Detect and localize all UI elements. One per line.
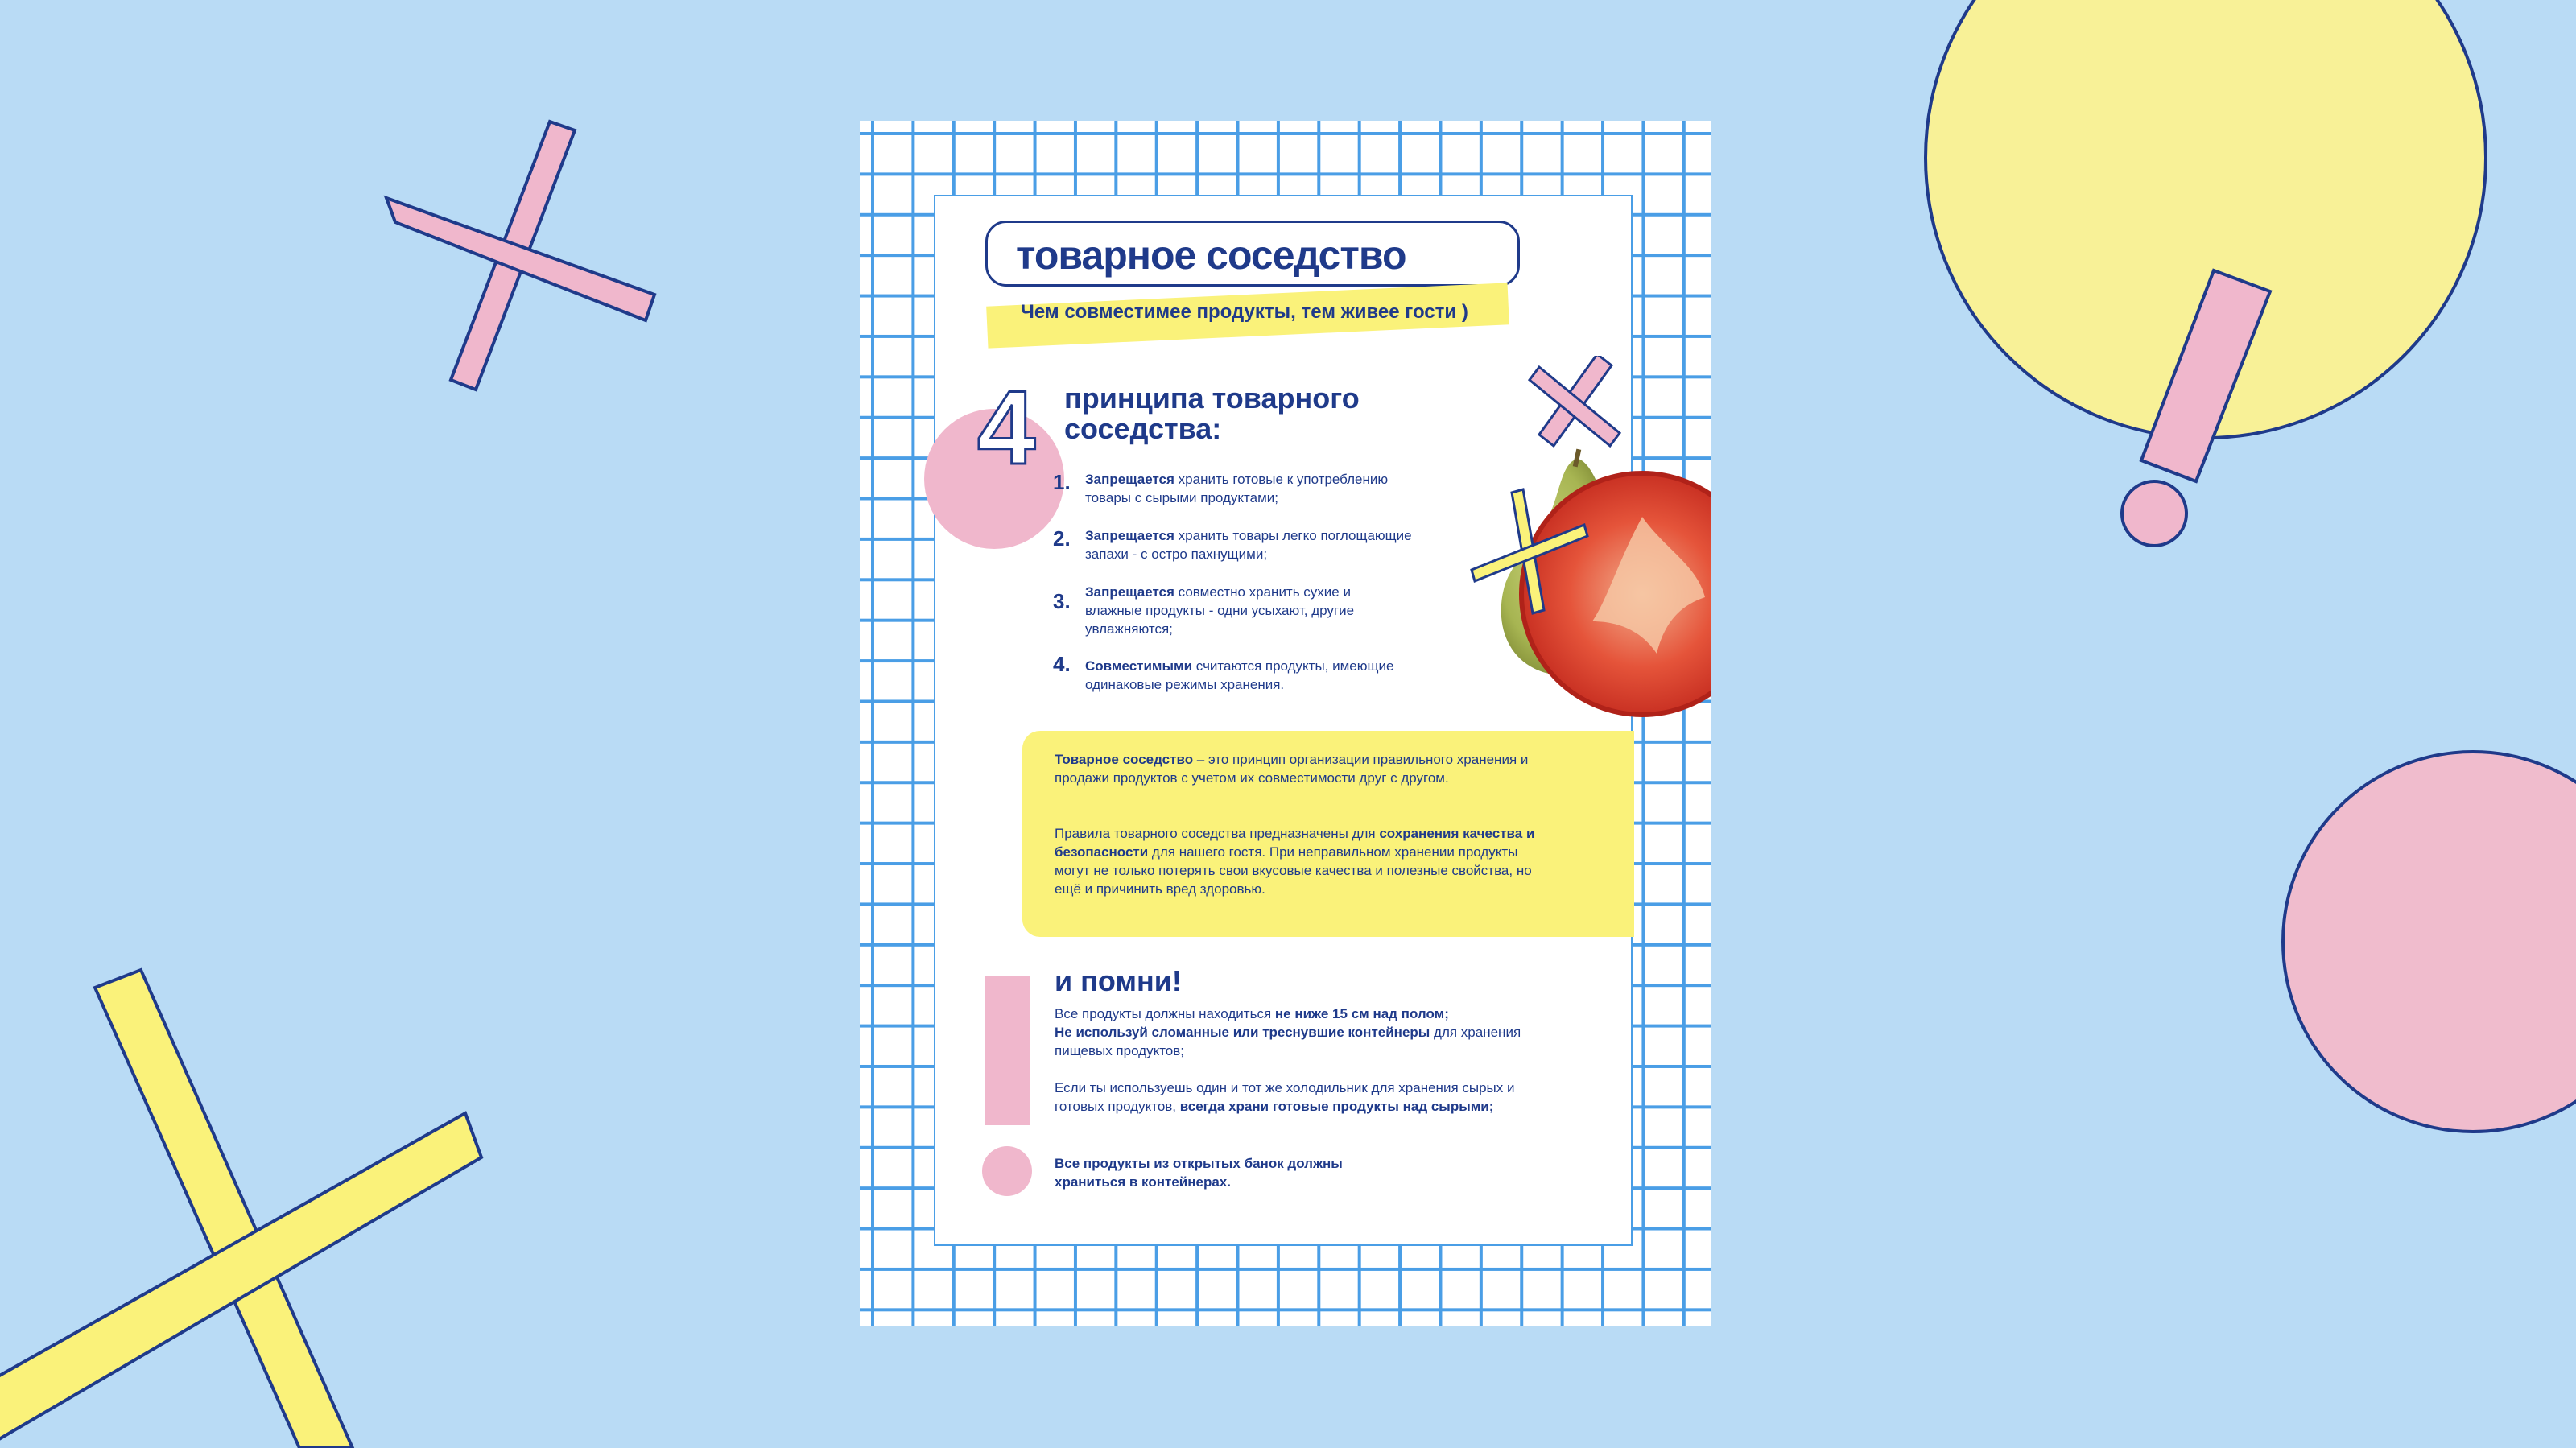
rule-number: 4. bbox=[1053, 652, 1071, 676]
rule-text: Запрещается хранить готовые к употреблению товары с сырыми продуктами; bbox=[1085, 472, 1389, 505]
remember-paragraph: Если ты используешь один и тот же холодильник для хранения сырых и готовых продуктов, всегда храни готовые продукты над сырыми; bbox=[1055, 1080, 1515, 1114]
rule-text: Запрещается хранить товары легко поглощающие запахи - с остро пахнущими; bbox=[1085, 528, 1412, 562]
remember-title: и помни! bbox=[1055, 964, 1182, 997]
exclamation-bar-icon bbox=[985, 976, 1030, 1125]
note-paragraph: Товарное соседство – это принцип организации правильного хранения и продажи продуктов с учетом их совместимости друг с другом. bbox=[1055, 752, 1529, 786]
pink-cross-icon bbox=[386, 122, 654, 390]
poster-subtitle: Чем совместимее продукты, тем живее гости ) bbox=[1021, 301, 1468, 323]
poster bbox=[860, 121, 1711, 1326]
remember-paragraph: Все продукты из открытых банок должны храниться в контейнерах. bbox=[1055, 1156, 1343, 1190]
poster-title: товарное соседство bbox=[1016, 233, 1406, 278]
rule-number: 1. bbox=[1053, 470, 1071, 494]
small-pink-cross-icon bbox=[1530, 356, 1620, 446]
rule-number: 3. bbox=[1053, 589, 1071, 613]
principles-title: принципа товарного соседства: bbox=[1064, 382, 1360, 445]
remember-paragraph: Все продукты должны находиться не ниже 15 см над полом; Не используй сломанные или треснувшие контейнеры для хранения пищевых продуктов; bbox=[1055, 1006, 1521, 1058]
rule-number: 2. bbox=[1053, 526, 1071, 551]
principles-number: 4 bbox=[977, 369, 1036, 486]
tomato-image bbox=[1521, 473, 1711, 715]
rule-text: Запрещается совместно хранить сухие и влажные продукты - одни усыхают, другие увлажняются; bbox=[1085, 584, 1355, 637]
yellow-cross-icon bbox=[0, 970, 481, 1448]
rule-text: Совместимыми считаются продукты, имеющие одинаковые режимы хранения. bbox=[1085, 658, 1394, 692]
exclamation-dot-icon bbox=[982, 1146, 1032, 1196]
pink-circle-icon bbox=[2283, 752, 2576, 1132]
fruit-illustration bbox=[1463, 356, 1711, 871]
note-paragraph: Правила товарного соседства предназначены для сохранения качества и безопасности для нашего гостя. При неправильном хранении продукты могут не только потерять свои вкусовые качества и полезные свойства, но ещё и причинить вред здоровью. bbox=[1055, 826, 1535, 897]
